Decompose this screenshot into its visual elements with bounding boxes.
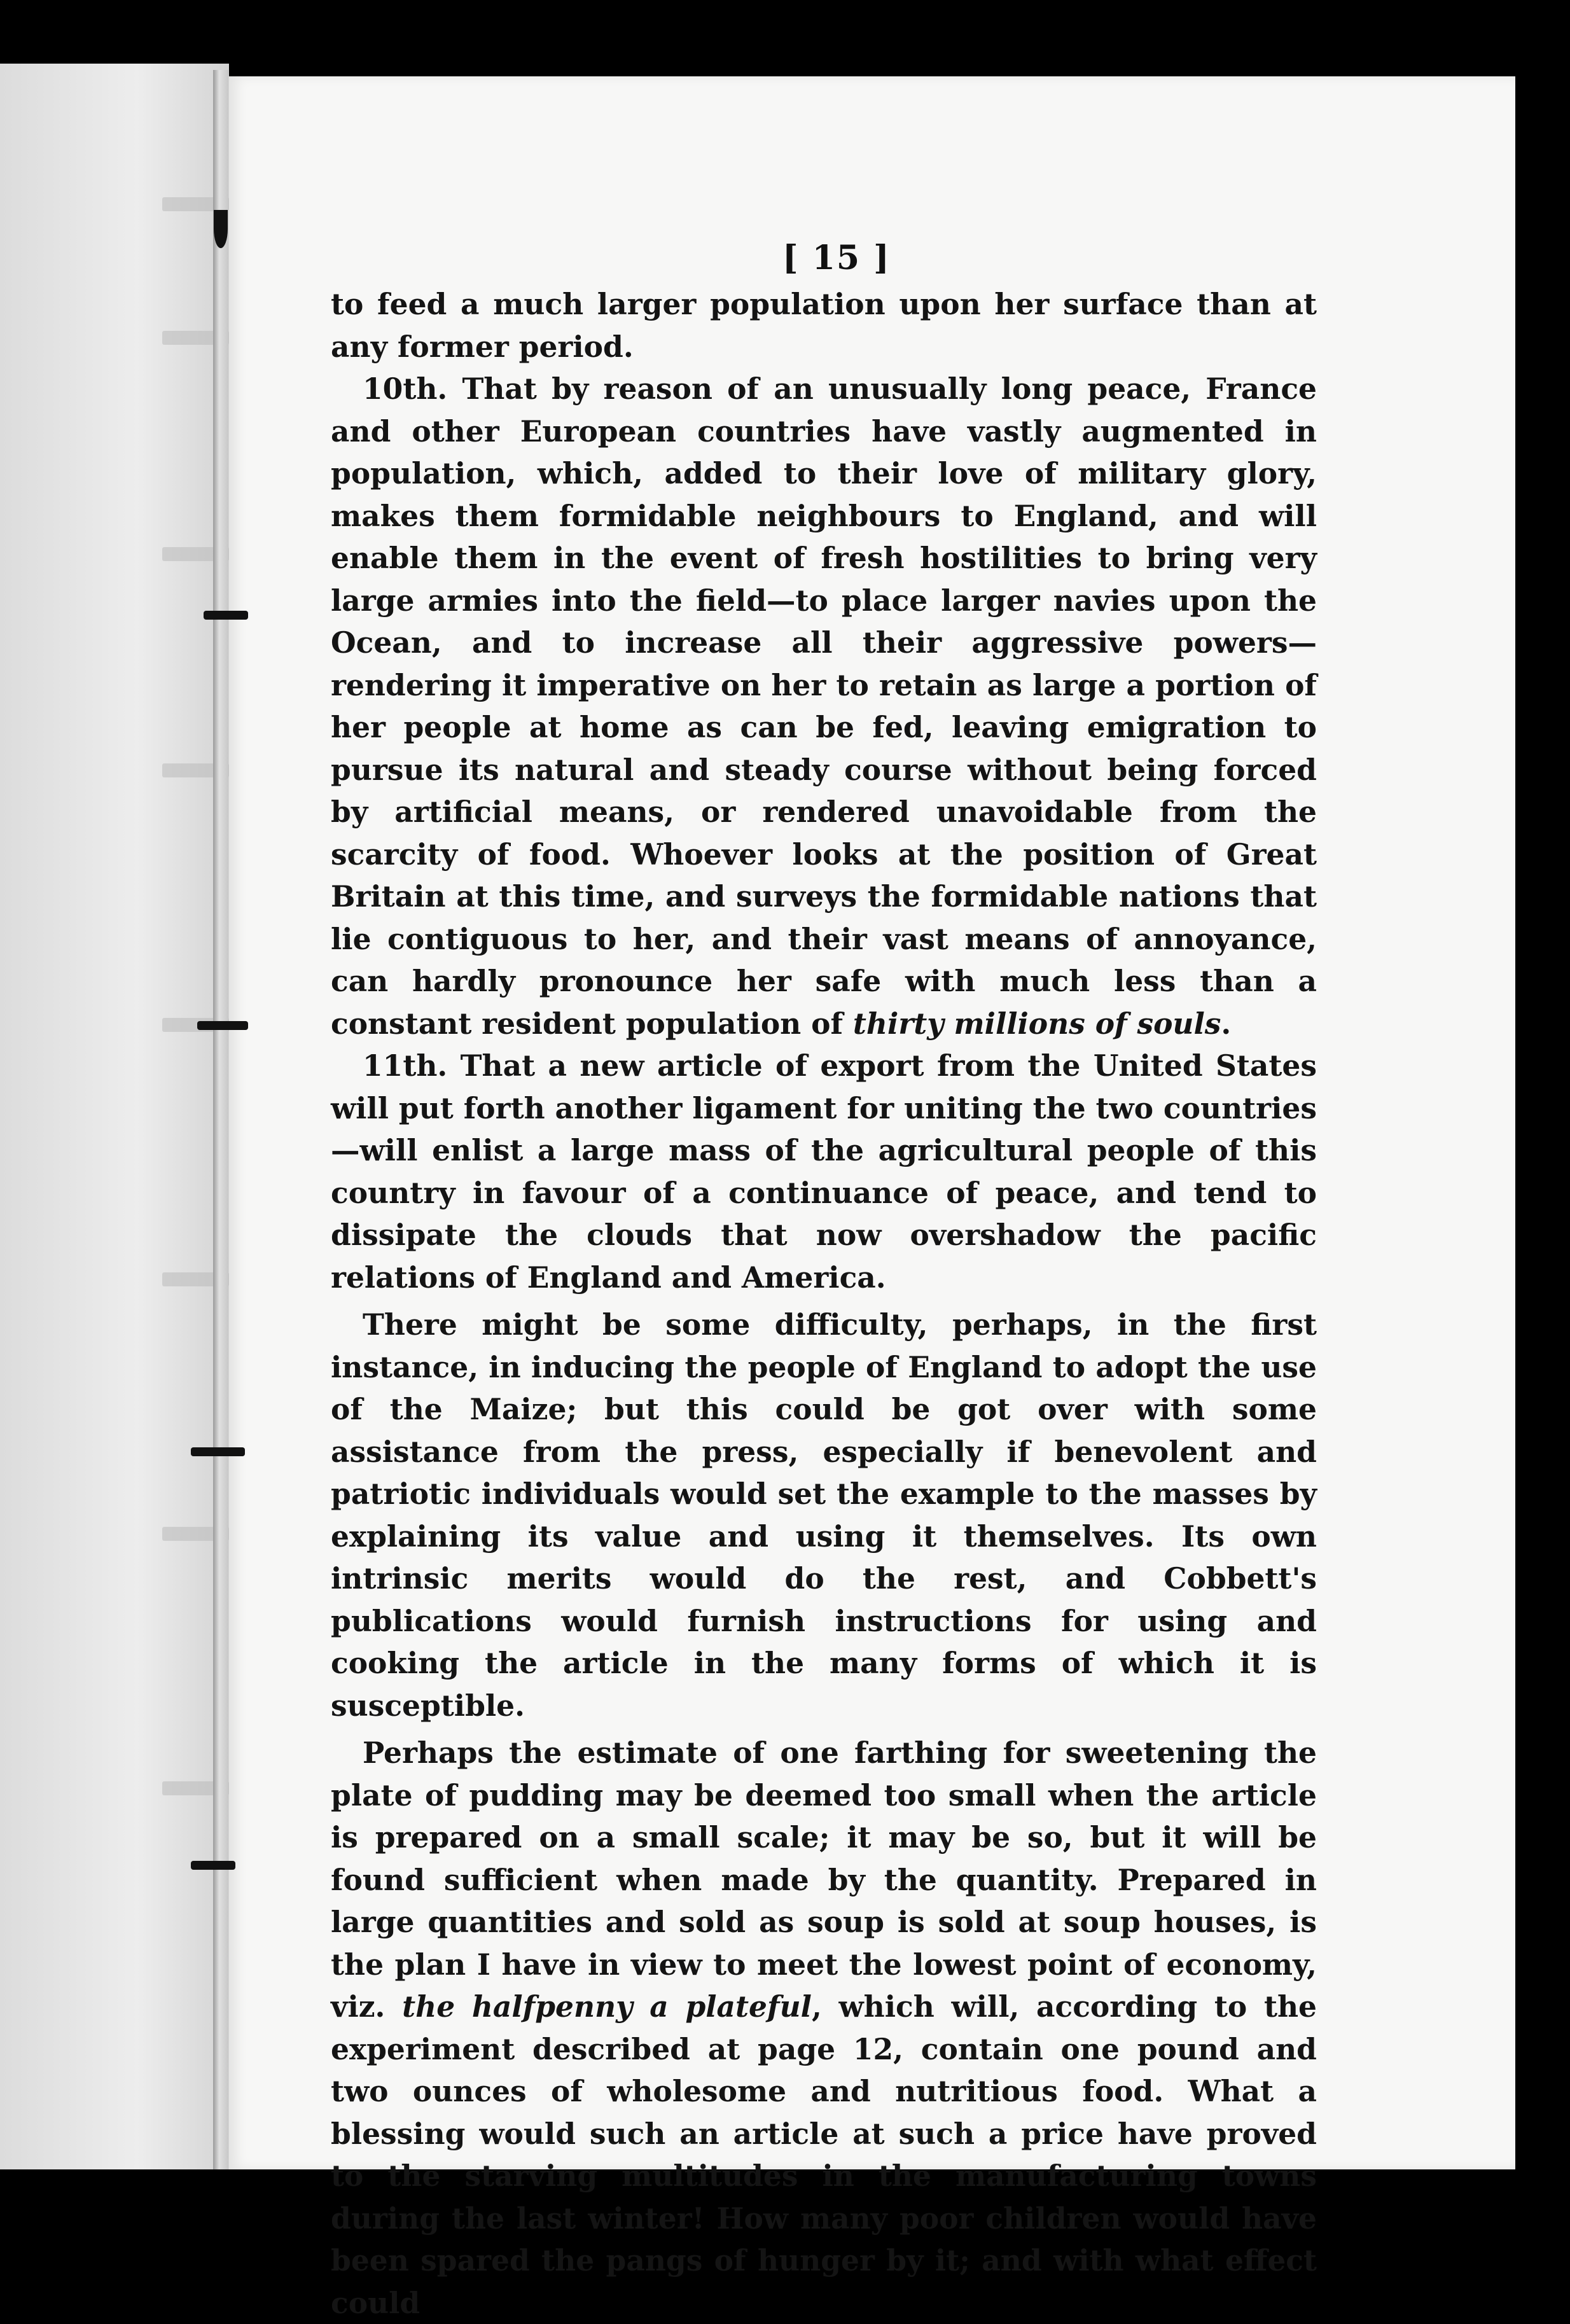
body-text <box>331 283 1317 2324</box>
previous-page-edge <box>0 64 229 2176</box>
emphasized-text: thirty millions of souls <box>852 1006 1221 1041</box>
paragraph: 11th. That a new article of export from the United States will put forth another ligament for uniting the two countries—will enlist a large mass of the agricultural people of this country in favour of a continuance of peace, and tend to dissipate the clouds that now overshadow the pacific relations of England and America. <box>331 1048 1317 1295</box>
binding-thread-mark <box>214 210 228 248</box>
paragraph: Perhaps the estimate of one farthing for sweetening the plate of pudding may be deemed too small when the article is prepared on a small scale; it may be so, but it will be found sufficient when made by the quantity. Prepared in large quantities and sold as soup is sold at soup houses, is the plan I have in view to meet the lowest point of economy, viz. the halfpenny a plateful, which will, according to the experiment described at page 12, contain one pound and two ounces of wholesome and nutritious food. What a blessing would such an article at such a price have proved to the starving multitudes in the manufacturing towns during the last winter! How many poor children would have been spared the pangs of hunger by it; and with what effect could <box>331 1736 1317 2320</box>
binding-thread-mark <box>204 611 248 620</box>
paragraph: 10th. That by reason of an unusually long peace, France and other European countries have vastly augmented in population, which, added to their love of military glory, makes them formidable neighbours to England, and will enable them in the event of fresh hostilities to bring very large armies into the field—to place larger navies upon the Ocean, and to increase all their aggressive powers—rendering it imperative on her to retain as large a portion of her people at home as can be fed, leaving emigration to pursue its natural and steady course without being forced by artificial means, or rendered unavoidable from the scarcity of food. Whoever looks at the position of Great Britain at this time, and surveys the formidable nations that lie contiguous to her, and their vast means of annoyance, can hardly pronounce her safe with much less than a constant resident population of thirty millions of souls. <box>331 372 1317 1041</box>
paragraph: to feed a much larger population upon her surface than at any former period. <box>331 287 1317 364</box>
paragraph: There might be some difficulty, perhaps, in the first instance, in inducing the people of England to adopt the use of the Maize; but this could be got over with some assistance from the press, especially if benevolent and patriotic individuals would set the example to the masses by explaining its value and using it themselves. Its own intrinsic merits would do the rest, and Cobbett's publications would furnish instructions for using and cooking the article in the many forms of which it is susceptible. <box>331 1307 1317 1723</box>
emphasized-text: the halfpenny a plateful <box>402 1989 812 2024</box>
page-number: [ 15 ] <box>782 239 891 277</box>
binding-thread-mark <box>191 1447 245 1456</box>
book-gutter <box>213 70 228 2176</box>
binding-thread-mark <box>191 1861 235 1870</box>
scanner-border <box>1515 76 1570 2169</box>
binding-thread-mark <box>197 1021 248 1030</box>
